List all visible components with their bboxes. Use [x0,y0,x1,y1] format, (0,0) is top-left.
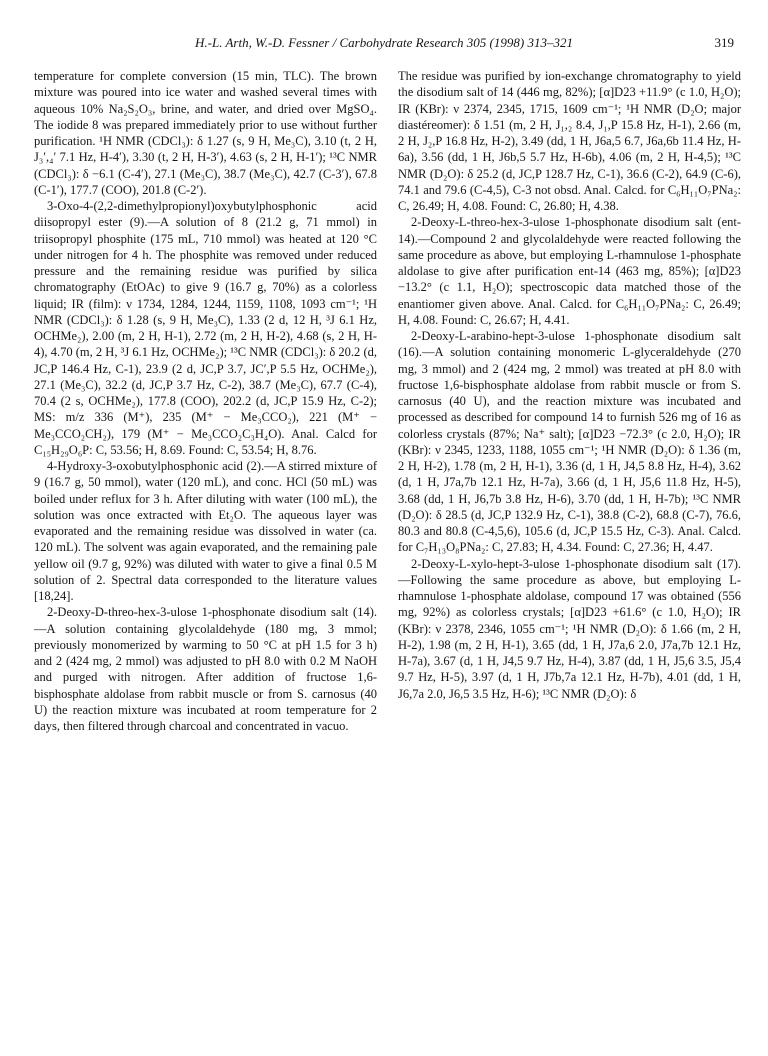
paragraph-compound-17: 2-Deoxy-L-xylo-hept-3-ulose 1-phosphonate disodium salt (17).—Following the same procedure as above, but employing L-rhamnulose 1-phosphate aldolase, compound 17 was obtained (556 mg, 92%) as colorless crystals; [α]D23 +61.6° (c 1.0, H₂O); IR (KBr): ν 2378, 2346, 1055 cm⁻¹; ¹H NMR (D₂O): δ 1.66 (m, 2 H, H-2), 1.98 (m, 2 H, H-1), 3.65 (dd, 1 H, J7a,6 2.0, J7a,7b 12.1 Hz, H-7a), 3.67 (d, 1 H, J4,5 9.7 Hz, H-4), 3.87 (dd, 1 H, J5,6 3.5, J5,4 9.7 Hz, H-5), 3.97 (d, 1 H, J7b,7a 12.1 Hz, H-7b), 4.01 (dd, 1 H, J6,7a 2.0, J6,5 3.5 Hz, H-6); ¹³C NMR (D₂O): δ [398,556,741,701]
paragraph-iodide-8-continued: temperature for complete conversion (15 min, TLC). The brown mixture was poured into ice water and washed several times with aqueous 10% Na₂S₂O₃, brine, and water, and dried over MgSO₄. The iodide 8 was prepared immediately prior to use without further purification. ¹H NMR (CDCl₃): δ 1.27 (s, 9 H, Me₃C), 3.10 (t, 2 H, J₃′,₄′ 7.1 Hz, H-4′), 3.30 (t, 2 H, H-3′), 4.63 (s, 2 H, H-1′); ¹³C NMR (CDCl₃): δ −6.1 (C-4′), 27.1 (Me₃C), 38.7 (Me₃C), 42.7 (C-3′), 67.8 (C-1′), 177.7 (COO), 201.8 (C-2′). [34,69,377,197]
paragraph-compound-14: 2-Deoxy-D-threo-hex-3-ulose 1-phosphonate disodium salt (14).—A solution containing glycolaldehyde (180 mg, 3 mmol; previously monomerized by warming to 50 °C at pH 1.5 for 3 h) and 2 (424 mg, 2 mmol) was adjusted to pH 8.0 with 0.2 M NaOH and purged with nitrogen. After addition of fructose 1,6-bisphosphate aldolase from rabbit muscle or from S. carnosus (40 U) the reaction mixture was incubated at room temperature for 2 days, then filtered through charcoal and concentrated in vacuo. [34,605,377,733]
running-title: H.-L. Arth, W.-D. Fessner / Carbohydrate Research 305 (1998) 313–321 [195,35,573,50]
paragraph-compound-16: 2-Deoxy-L-arabino-hept-3-ulose 1-phosphonate disodium salt (16).—A solution containing monomeric L-glyceraldehyde (270 mg, 3 mmol) and 2 (424 mg, 2 mmol) was treated at pH 8.0 with fructose 1,6-bisphosphate aldolase from rabbit muscle or from S. carnosus (40 U), and the reaction mixture was incubated and processed as described for compound 14 to furnish 526 mg of 16 as colorless crystals (87%; Na⁺ salt); [α]D23 −72.3° (c 2.0, H₂O); IR (KBr): ν 2345, 1233, 1188, 1055 cm⁻¹; ¹H NMR (D₂O): δ 1.36 (m, 2 H, H-2), 1.78 (m, 2 H, H-1), 3.36 (d, 1 H, J4,5 8.8 Hz, H-4), 3.62 (d, 1 H, J7a,7b 12.1 Hz, H-7a), 3.66 (d, 1 H, J5,6 11.8 Hz, H-5), 3.68 (dd, 1 H, J6,7b 3.8 Hz, H-6), 3.70 (dd, 1 H, H-7b); ¹³C NMR (D₂O): δ 28.5 (d, JC,P 132.9 Hz, C-1), 38.8 (C-2), 68.8 (C-7), 76.6, 80.3 and 80.8 (C-4,5,6), 105.6 (d, JC,P 15.5 Hz, C-3). Anal. Calcd. for C₇H₁₃O₈PNa₂: C, 27.83; H, 4.34. Found: C, 27.36; H, 4.47. [398,329,741,555]
left-column [34,68,377,734]
paragraph-compound-14-continued: The residue was purified by ion-exchange chromatography to yield the disodium salt of 14 (446 mg, 82%); [α]D23 +11.9° (c 1.0, H₂O); IR (KBr): ν 2374, 2345, 1715, 1609 cm⁻¹; ¹H NMR (D₂O; major diastéreomer): δ 1.51 (m, 2 H, J₁,₂ 8.4, J₁,P 15.8 Hz, H-1), 2.66 (m, 2 H, J₂,P 16.8 Hz, H-2), 3.49 (dd, 1 H, J6a,5 6.7, J6a,6b 11.4 Hz, H-6a), 3.56 (dd, 1 H, J6b,5 5.7 Hz, H-6b), 4.06 (m, 2 H, H-4,5); ¹³C NMR (D₂O): δ 25.2 (d, JC,P 128.7 Hz, C-1), 36.6 (C-2), 64.9 (C-6), 74.1 and 79.6 (C-4,5), C-3 not obsd. Anal. Calcd. for C₆H₁₁O₇PNa₂: C, 26.49; H, 4.08. Found: C, 26.80; H, 4.38. [398,69,741,213]
running-header [34,33,734,53]
page-number: 319 [714,35,734,50]
paragraph-compound-2: 4-Hydroxy-3-oxobutylphosphonic acid (2).—A stirred mixture of 9 (16.7 g, 50 mmol), water (120 mL), and conc. HCl (50 mL) was boiled under reflux for 3 h. After diluting with water (100 mL), the solution was once extracted with Et₂O. The aqueous layer was evaporated and the remaining residue was dissolved in water (ca. 120 mL). The solvent was again evaporated, and the remaining pale yellow oil (9.7 g, 92%) was diluted with water to give a final 0.5 M solution of 2. Spectral data corresponded to the literature values [18,24]. [34,459,377,603]
paragraph-compound-ent-14: 2-Deoxy-L-threo-hex-3-ulose 1-phosphonate disodium salt (ent-14).—Compound 2 and glycolaldehyde were reacted following the same procedure as above, but employing L-rhamnulose 1-phosphate aldolase to give after purification ent-14 (463 mg, 85%); [α]D23 −13.2° (c 1.1, H₂O); spectroscopic data matched those of the enantiomer given above. Anal. Calcd. for C₆H₁₁O₇PNa₂: C, 26.49; H, 4.08. Found: C, 26.67; H, 4.41. [398,215,741,327]
right-column [398,68,741,702]
paragraph-compound-9: 3-Oxo-4-(2,2-dimethylpropionyl)oxybutylphosphonic acid diisopropyl ester (9).—A solution of 8 (21.2 g, 71 mmol) in triisopropyl phosphite (175 mL, 710 mmol) was heated at 120 °C under nitrogen for 4 h. The phosphite was removed under reduced pressure and the remaining residue was purified by silica chromatography (EtOAc) to give 9 (16.7 g, 70%) as a colorless liquid; IR (film): ν 1734, 1284, 1244, 1159, 1108, 1093 cm⁻¹; ¹H NMR (CDCl₃): δ 1.28 (s, 9 H, Me₃C), 1.33 (2 d, 12 H, ³J 6.1 Hz, OCHMe₂), 2.00 (m, 2 H, H-1), 2.72 (m, 2 H, H-2), 4.68 (s, 2 H, H-4), 4.70 (m, 2 H, ³J 6.1 Hz, OCHMe₂); ¹³C NMR (CDCl₃): δ 20.2 (d, JC,P 146.4 Hz, C-1), 23.9 (2 d, JC,P 3.7, JC′,P 5.5 Hz, OCHMe₂), 27.1 (Me₃C), 32.2 (d, JC,P 3.7 Hz, C-2), 38.7 (Me₃C), 67.7 (C-4), 70.4 (2 s, OCHMe₂), 177.8 (COO), 202.2 (d, JC,P 15.9 Hz, C-2); MS: m/z 336 (M⁺), 235 (M⁺ − Me₃CCO₂), 221 (M⁺ − Me₃CCO₂CH₂), 179 (M⁺ − Me₃CCO₂C₃H₄O). Anal. Calcd for C₁₅H₂₉O₆P: C, 53.56; H, 8.69. Found: C, 53.54; H, 8.76. [34,199,377,457]
